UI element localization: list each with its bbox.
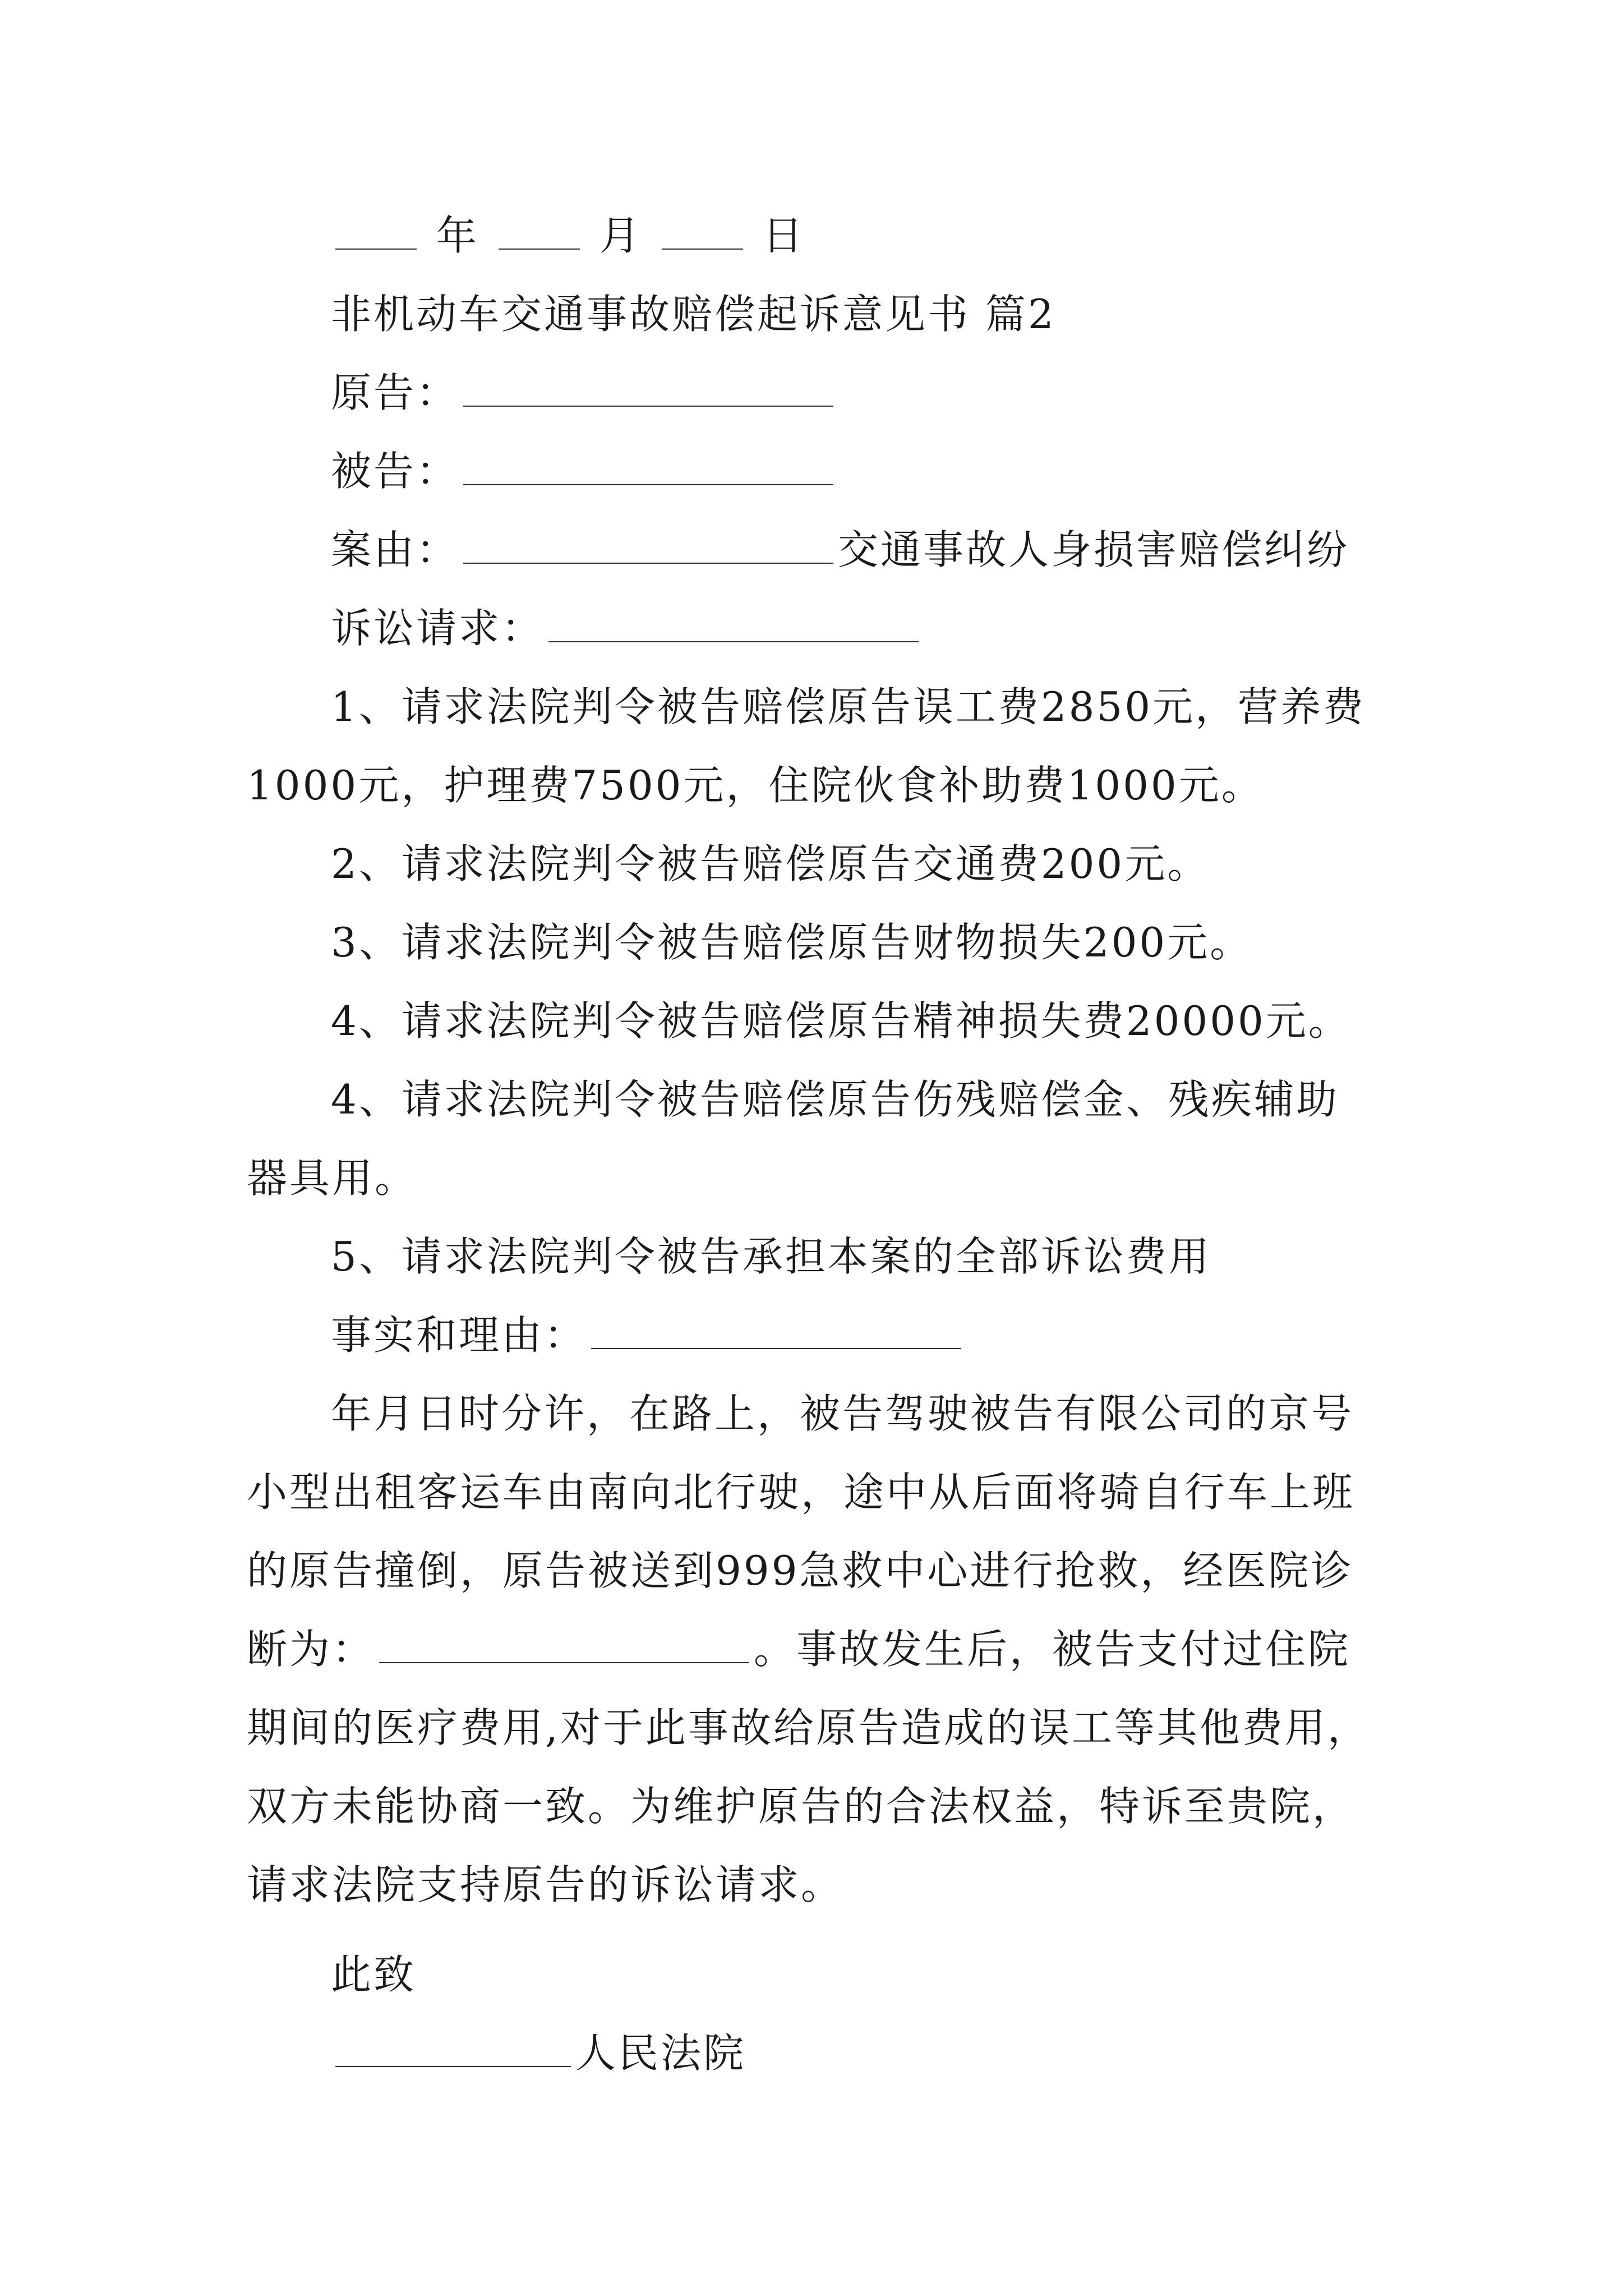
date-line <box>331 208 805 264</box>
cause-text: 交通事故人身损害赔偿纠纷 <box>838 526 1350 573</box>
month-blank <box>499 214 580 250</box>
year-label: 年 <box>436 212 479 259</box>
claim-line: 1000元，护理费7500元，住院伙食补助费1000元。 <box>247 762 1264 809</box>
plaintiff-line <box>331 365 838 421</box>
facts-text-line: 小型出租客运车由南向北行驶，途中从后面将骑自行车上班 <box>247 1469 1355 1516</box>
day-label: 日 <box>762 212 805 259</box>
plaintiff-label: 原告： <box>331 369 459 416</box>
claims-blank <box>548 606 919 642</box>
claim-line: 3、请求法院判令被告赔偿原告财物损失200元。 <box>331 919 1253 966</box>
facts-line <box>331 1307 966 1363</box>
claim-line: 器具用。 <box>247 1154 418 1202</box>
claim-line: 2、请求法院判令被告赔偿原告交通费200元。 <box>331 840 1210 887</box>
claim-line: 5、请求法院判令被告承担本案的全部诉讼费用 <box>331 1233 1211 1280</box>
plaintiff-blank <box>463 371 833 407</box>
defendant-line <box>331 443 838 499</box>
claims-line <box>331 600 923 656</box>
year-blank <box>335 214 417 250</box>
facts-label: 事实和理由： <box>331 1312 587 1359</box>
court-text: 人民法院 <box>575 2030 746 2077</box>
cause-line <box>331 522 1349 578</box>
diagnosis-blank <box>379 1627 749 1663</box>
day-blank <box>662 214 743 250</box>
defendant-blank <box>463 449 833 485</box>
facts-text-line: 请求法院支持原告的诉讼请求。 <box>247 1861 844 1908</box>
diagnosis-line <box>247 1621 1350 1677</box>
claim-line: 4、请求法院判令被告赔偿原告伤残赔偿金、残疾辅助 <box>331 1076 1339 1123</box>
facts-text-line: 期间的医疗费用,对于此事故给原告造成的误工等其他费用， <box>247 1704 1370 1751</box>
court-blank <box>335 2031 571 2067</box>
cause-blank <box>463 528 833 564</box>
document-title: 非机动车交通事故赔偿起诉意见书 篇2 <box>331 291 1056 338</box>
facts-text-line: 年月日时分许，在路上，被告驾驶被告有限公司的京号 <box>331 1390 1354 1437</box>
cause-label: 案由： <box>331 526 459 573</box>
claim-line: 1、请求法院判令被告赔偿原告误工费2850元，营养费 <box>331 683 1366 730</box>
month-label: 月 <box>599 212 642 259</box>
claims-label: 诉讼请求： <box>331 605 545 652</box>
facts-blank <box>591 1313 961 1349</box>
court-line <box>331 2025 746 2081</box>
facts-text-line: 的原告撞倒，原告被送到999急救中心进行抢救，经医院诊 <box>247 1547 1354 1594</box>
facts-text-line: 双方未能协商一致。为维护原告的合法权益，特诉至贵院， <box>247 1783 1355 1830</box>
defendant-label: 被告： <box>331 448 459 495</box>
diagnosis-label: 断为： <box>247 1626 375 1673</box>
closing-text: 此致 <box>331 1951 417 1998</box>
facts-text: 。事故发生后，被告支付过住院 <box>754 1626 1351 1673</box>
claim-line: 4、请求法院判令被告赔偿原告精神损失费20000元。 <box>331 997 1351 1045</box>
